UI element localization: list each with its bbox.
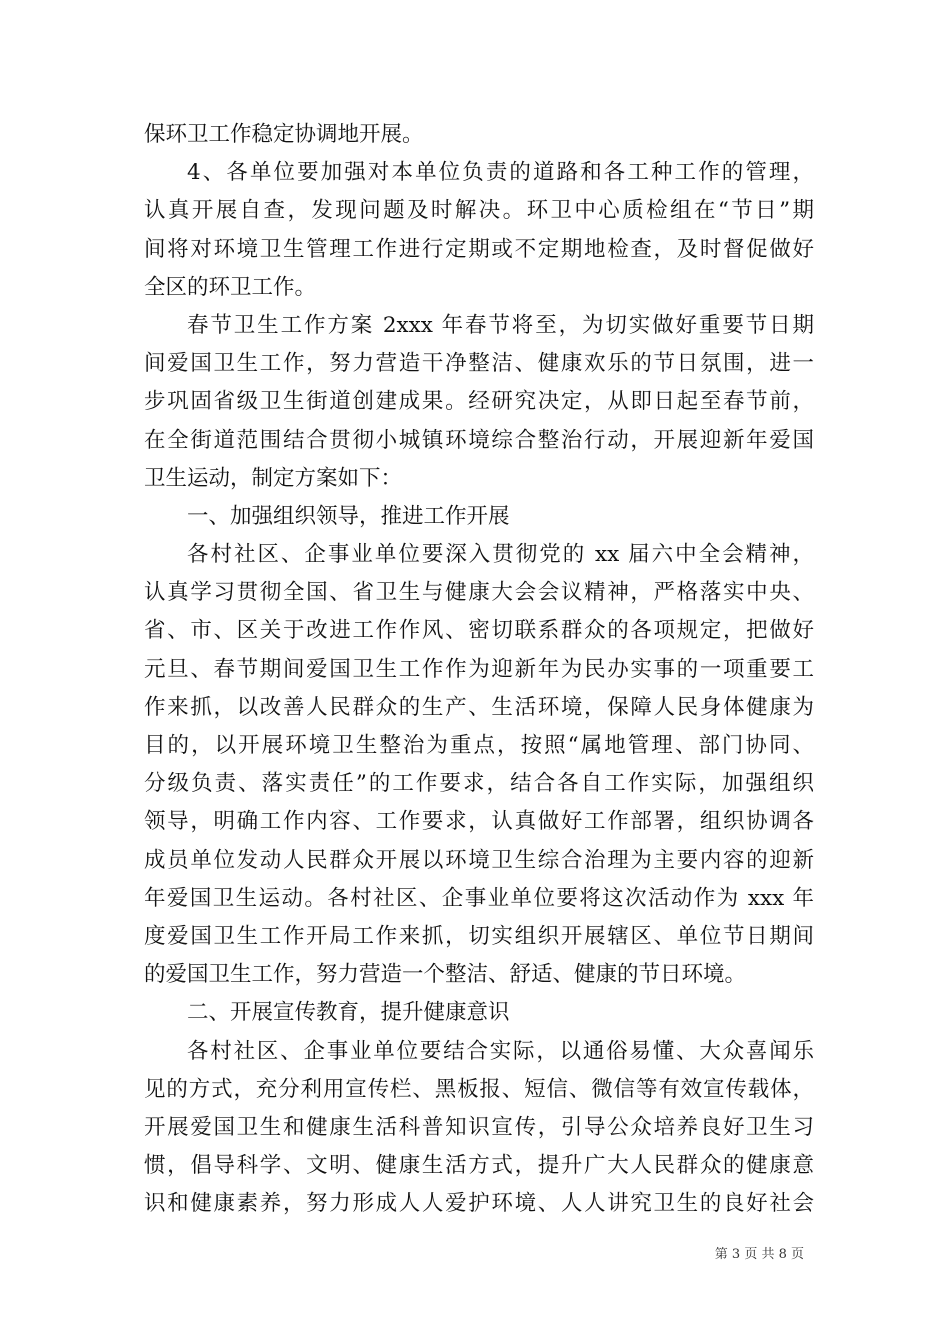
text-line: 卫生运动，制定方案如下： [144,465,403,491]
text-line: 4、各单位要加强对本单位负责的道路和各工种工作的管理， [187,160,814,186]
text-line: 作来抓，以改善人民群众的生产、生活环境，保障人民身体健康为 [144,694,814,720]
section-heading: 一、加强组织领导，推进工作开展 [187,503,510,529]
text-line: 保环卫工作稳定协调地开展。 [144,122,424,147]
text-line: 惯，倡导科学、文明、健康生活方式，提升广大人民群众的健康意 [144,1153,814,1179]
text-line: 春节卫生工作方案 2xxx 年春节将至，为切实做好重要节日期 [187,312,814,338]
text-line: 目的，以开展环境卫生整治为重点，按照“属地管理、部门协同、 [144,733,814,758]
text-line: 分级负责、落实责任”的工作要求，结合各自工作实际，加强组织 [144,771,814,797]
text-line: 间爱国卫生工作，努力营造干净整洁、健康欢乐的节日氛围，进一 [144,351,814,377]
text-line: 见的方式，充分利用宣传栏、黑板报、短信、微信等有效宣传载体， [144,1076,814,1102]
section-heading: 二、开展宣传教育，提升健康意识 [187,1000,510,1026]
text-line: 省、市、区关于改进工作作风、密切联系群众的各项规定，把做好 [144,618,814,644]
document-body [144,116,814,1223]
text-line: 各村社区、企事业单位要结合实际，以通俗易懂、大众喜闻乐 [187,1038,814,1064]
text-line: 领导，明确工作内容、工作要求，认真做好工作部署，组织协调各 [144,809,814,835]
text-line: 年爱国卫生运动。各村社区、企事业单位要将这次活动作为 xxx 年 [144,885,814,911]
text-line: 在全街道范围结合贯彻小城镇环境综合整治行动，开展迎新年爱国 [144,427,814,453]
text-line: 开展爱国卫生和健康生活科普知识宣传，引导公众培养良好卫生习 [144,1114,814,1140]
text-line: 成员单位发动人民群众开展以环境卫生综合治理为主要内容的迎新 [144,847,814,873]
text-line: 元旦、春节期间爱国卫生工作作为迎新年为民办实事的一项重要工 [144,656,814,682]
text-line: 步巩固省级卫生街道创建成果。经研究决定，从即日起至春节前， [144,389,814,415]
text-line: 全区的环卫工作。 [144,274,317,300]
text-line: 认真开展自查，发现问题及时解决。环卫中心质检组在“节日”期 [144,198,814,224]
text-line: 度爱国卫生工作开局工作来抓，切实组织开展辖区、单位节日期间 [144,923,814,949]
text-line: 各村社区、企事业单位要深入贯彻党的 xx 届六中全会精神， [187,542,814,568]
text-line: 识和健康素养，努力形成人人爱护环境、人人讲究卫生的良好社会 [144,1191,814,1217]
text-line: 间将对环境卫生管理工作进行定期或不定期地检查，及时督促做好 [144,236,814,262]
text-line: 的爱国卫生工作，努力营造一个整洁、舒适、健康的节日环境。 [144,962,747,988]
text-line: 认真学习贯彻全国、省卫生与健康大会会议精神，严格落实中央、 [144,580,814,606]
page-number: 第 3 页 共 8 页 [714,1247,804,1262]
